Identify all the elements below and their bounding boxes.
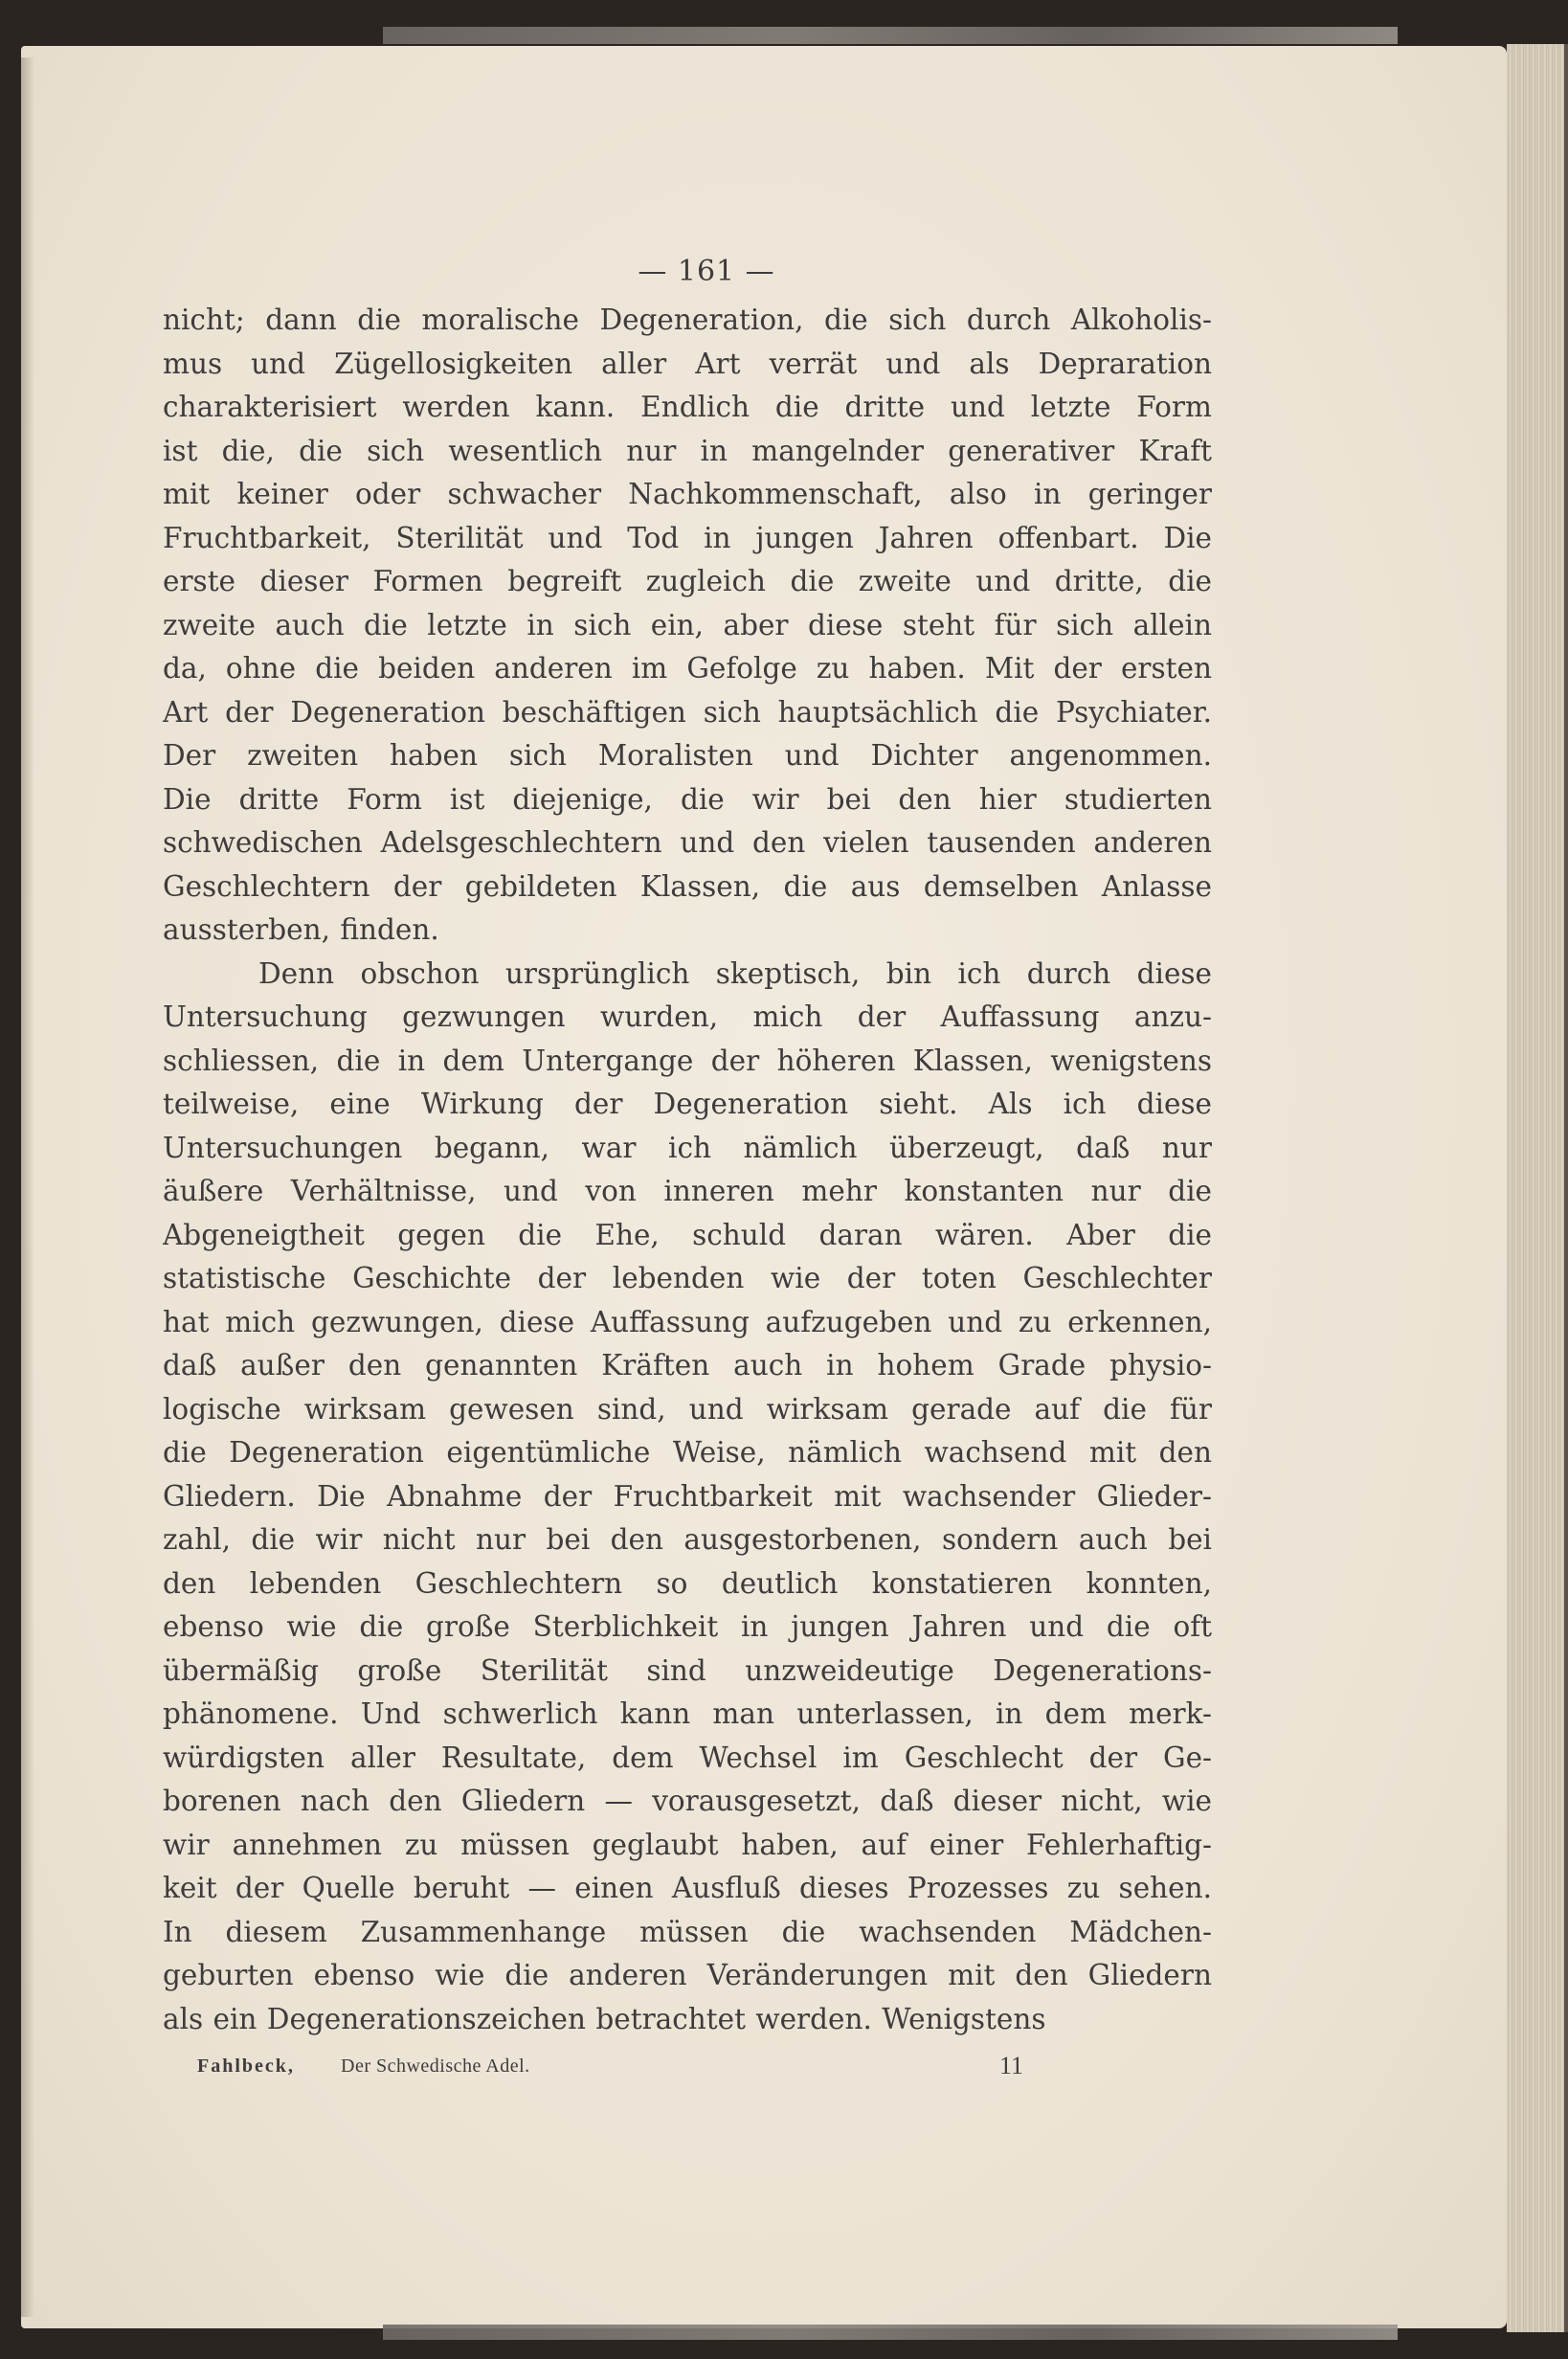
text-block bbox=[163, 245, 1212, 2085]
gutter-shadow bbox=[21, 57, 34, 2317]
text-line: erste dieser Formen begreift zugleich die zweite und dritte, die bbox=[163, 565, 1212, 597]
text-line: wir annehmen zu müssen geglaubt haben, auf einer Fehlerhaftig- bbox=[163, 1828, 1212, 1861]
paragraph-1 bbox=[163, 299, 1212, 953]
text-line: schliessen, die in dem Untergange der höheren Klassen, wenigstens bbox=[163, 1044, 1212, 1077]
text-line: daß außer den genannten Kräften auch in hohem Grade physio- bbox=[163, 1349, 1212, 1382]
text-line: Fruchtbarkeit, Sterilität und Tod in jungen Jahren offenbart. Die bbox=[163, 521, 1212, 554]
text-line: schwedischen Adelsgeschlechtern und den vielen tausenden anderen bbox=[163, 826, 1212, 859]
page-number: — 161 — bbox=[638, 255, 775, 288]
text-line: würdigsten aller Resultate, dem Wechsel im Geschlecht der Ge- bbox=[163, 1741, 1212, 1774]
page-top-edge bbox=[383, 27, 1398, 44]
text-line: Geschlechtern der gebildeten Klassen, die aus demselben Anlasse bbox=[163, 869, 1212, 903]
text-line: zweite auch die letzte in sich ein, aber diese steht für sich allein bbox=[163, 608, 1212, 641]
text-line: borenen nach den Gliedern — vorausgesetzt, daß dieser nicht, wie bbox=[163, 1785, 1212, 1817]
text-line: Abgeneigtheit gegen die Ehe, schuld daran wären. Aber die bbox=[163, 1218, 1212, 1251]
text-line: ist die, die sich wesentlich nur in mangelnder generativer Kraft bbox=[163, 434, 1212, 467]
text-line: statistische Geschichte der lebenden wie der toten Geschlechter bbox=[163, 1262, 1212, 1294]
text-line: teilweise, eine Wirkung der Degeneration sieht. Als ich diese bbox=[163, 1088, 1212, 1120]
text-line: Untersuchung gezwungen wurden, mich der Auffassung anzu- bbox=[163, 1000, 1212, 1033]
text-line: äußere Verhältnisse, und von inneren mehr konstanten nur die bbox=[163, 1175, 1212, 1207]
footer-author: Fahlbeck, bbox=[197, 2056, 295, 2077]
text-line: ebenso wie die große Sterblichkeit in jungen Jahren und die oft bbox=[163, 1610, 1212, 1643]
paragraph-2 bbox=[163, 953, 1212, 2042]
text-line: nicht; dann die moralische Degeneration, die sich durch Alkoholis- bbox=[163, 303, 1212, 336]
text-line: geburten ebenso wie die anderen Veränderungen mit den Gliedern bbox=[163, 1959, 1212, 1991]
text-line: logische wirksam gewesen sind, und wirksam gerade auf die für bbox=[163, 1392, 1212, 1426]
text-line: Gliedern. Die Abnahme der Fruchtbarkeit mit wachsender Glieder- bbox=[163, 1479, 1212, 1513]
footer-signature-mark: 11 bbox=[999, 2052, 1024, 2079]
text-line: als ein Degenerationszeichen betrachtet werden. Wenigstens bbox=[163, 2002, 1046, 2035]
text-line: charakterisiert werden kann. Endlich die dritte und letzte Form bbox=[163, 391, 1212, 423]
text-line: Art der Degeneration beschäftigen sich hauptsächlich die Psychiater. bbox=[163, 695, 1212, 729]
text-line: Die dritte Form ist diejenige, die wir bei den hier studierten bbox=[163, 782, 1212, 816]
text-line: hat mich gezwungen, diese Auffassung aufzugeben und zu erkennen, bbox=[163, 1305, 1212, 1338]
text-line: aussterben, finden. bbox=[163, 913, 439, 946]
text-line: übermäßig große Sterilität sind unzweideutige Degenerations- bbox=[163, 1653, 1212, 1687]
footer-title: Der Schwedische Adel. bbox=[341, 2056, 530, 2077]
page-footer bbox=[163, 2047, 1212, 2085]
text-line: keit der Quelle beruht — einen Ausfluß dieses Prozesses zu sehen. bbox=[163, 1872, 1212, 1904]
text-line: In diesem Zusammenhange müssen die wachsenden Mädchen- bbox=[163, 1915, 1212, 1948]
text-line: Denn obschon ursprünglich skeptisch, bin ich durch diese bbox=[258, 956, 1212, 990]
page-bottom-edge bbox=[383, 2325, 1398, 2340]
text-line: phänomene. Und schwerlich kann man unterlassen, in dem merk- bbox=[163, 1697, 1212, 1730]
text-line: mit keiner oder schwacher Nachkommenschaft, also in geringer bbox=[163, 478, 1212, 510]
text-line: mus und Zügellosigkeiten aller Art verrät und als Depraration bbox=[163, 347, 1212, 380]
text-line: die Degeneration eigentümliche Weise, nämlich wachsend mit den bbox=[163, 1436, 1212, 1469]
text-line: da, ohne die beiden anderen im Gefolge zu haben. Mit der ersten bbox=[163, 652, 1212, 685]
text-line: zahl, die wir nicht nur bei den ausgestorbenen, sondern auch bei bbox=[163, 1523, 1212, 1556]
text-line: Untersuchungen begann, war ich nämlich überzeugt, daß nur bbox=[163, 1131, 1212, 1164]
text-line: den lebenden Geschlechtern so deutlich konstatieren konnten, bbox=[163, 1566, 1212, 1600]
book-fore-edge bbox=[1507, 44, 1568, 2332]
text-line: Der zweiten haben sich Moralisten und Dichter angenommen. bbox=[163, 739, 1212, 772]
